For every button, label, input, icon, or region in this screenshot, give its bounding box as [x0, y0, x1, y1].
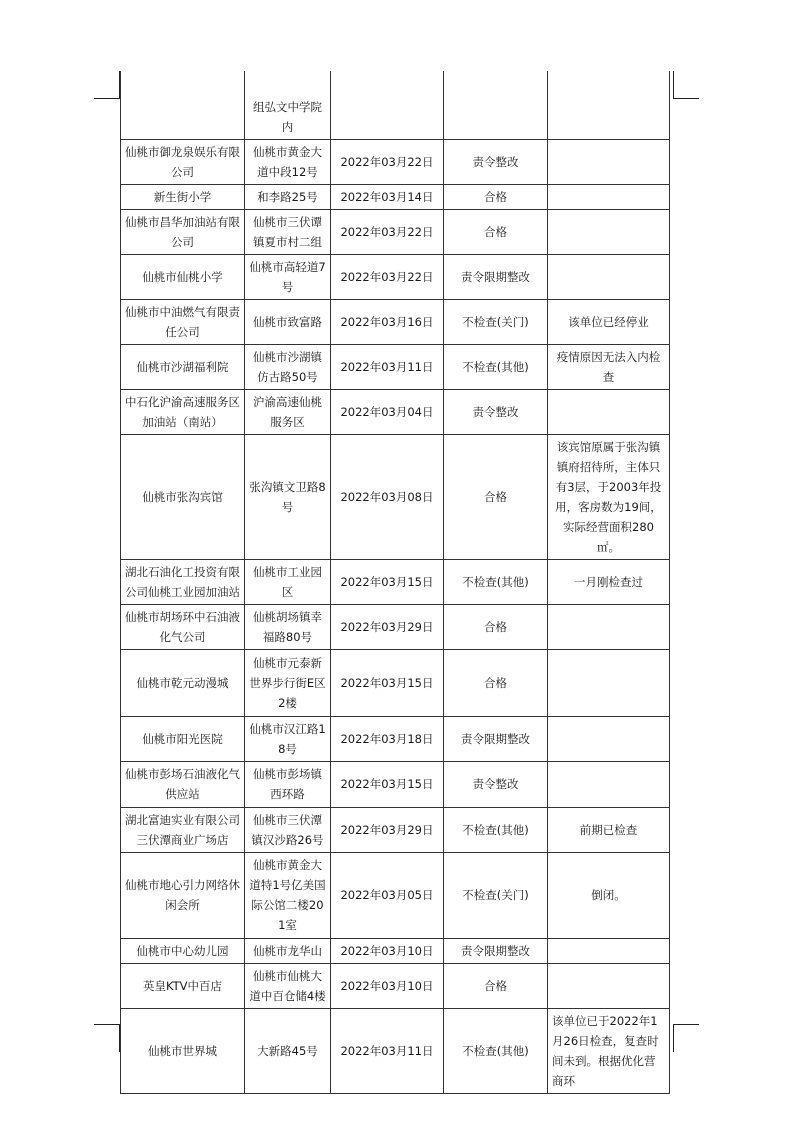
cell-note: 该单位已经停业	[548, 299, 670, 344]
cell-address: 仙桃市元泰新世界步行街E区2楼	[245, 649, 331, 716]
cell-note: 前期已检查	[548, 807, 670, 852]
cell-note	[548, 254, 670, 299]
cell-date: 2022年03月10日	[331, 938, 444, 963]
cell-address: 仙桃市高轻道7号	[245, 254, 331, 299]
cell-address: 张沟镇文卫路8号	[245, 434, 331, 559]
table-row	[121, 434, 670, 559]
cell-result: 不检查(关门)	[444, 299, 548, 344]
cell-name: 仙桃市张沟宾馆	[121, 434, 245, 559]
cell-note: 该宾馆原属于张沟镇镇府招待所，主体只有3层，于2003年投用，客房数为19间，实际经营面积280㎡。	[548, 434, 670, 559]
table-row	[121, 716, 670, 761]
crop-mark-top-left-horizontal	[94, 98, 120, 99]
inspection-table-body	[121, 71, 670, 1093]
cell-date: 2022年03月05日	[331, 852, 444, 938]
table-row	[121, 761, 670, 807]
cell-note: 一月刚检查过	[548, 559, 670, 604]
table-row	[121, 299, 670, 344]
cell-address: 仙桃市汉江路18号	[245, 716, 331, 761]
cell-name: 新生街小学	[121, 184, 245, 209]
inspection-table	[120, 71, 670, 1094]
cell-name: 湖北富迪实业有限公司三伏潭商业广场店	[121, 807, 245, 852]
cell-note: 疫情原因无法入内检查	[548, 344, 670, 389]
cell-date: 2022年03月08日	[331, 434, 444, 559]
cell-date: 2022年03月22日	[331, 139, 444, 184]
cell-name: 仙桃市御龙泉娱乐有限公司	[121, 139, 245, 184]
cell-result: 不检查(其他)	[444, 1008, 548, 1093]
cell-name: 仙桃市世界城	[121, 1008, 245, 1093]
crop-mark-bottom-right-vertical	[673, 1024, 674, 1052]
cell-name: 仙桃市乾元动漫城	[121, 649, 245, 716]
crop-mark-bottom-right-horizontal	[673, 1024, 699, 1025]
table-row	[121, 1008, 670, 1093]
cell-date: 2022年03月04日	[331, 389, 444, 434]
cell-date: 2022年03月11日	[331, 344, 444, 389]
table-row	[121, 389, 670, 434]
cell-result: 责令整改	[444, 389, 548, 434]
cell-note	[548, 389, 670, 434]
cell-date: 2022年03月16日	[331, 299, 444, 344]
table-row	[121, 254, 670, 299]
cell-note: 倒闭。	[548, 852, 670, 938]
cell-note: 该单位已于2022年1月26日检查，复查时间未到。根据优化营商环	[548, 1008, 670, 1093]
cell-result: 合格	[444, 963, 548, 1008]
cell-note	[548, 209, 670, 254]
cell-note	[548, 649, 670, 716]
cell-date: 2022年03月15日	[331, 649, 444, 716]
cell-result: 责令整改	[444, 139, 548, 184]
table-row	[121, 344, 670, 389]
cell-date: 2022年03月22日	[331, 254, 444, 299]
crop-mark-top-right-vertical	[673, 71, 674, 99]
table-row	[121, 139, 670, 184]
cell-note	[548, 761, 670, 807]
crop-mark-bottom-left-horizontal	[94, 1024, 120, 1025]
cell-address: 仙桃市黄金大道特1号亿美国际公馆二楼201室	[245, 852, 331, 938]
cell-result: 责令限期整改	[444, 938, 548, 963]
cell-result: 责令整改	[444, 761, 548, 807]
table-row	[121, 184, 670, 209]
cell-note	[548, 604, 670, 649]
cell-name: 仙桃市中油燃气有限责任公司	[121, 299, 245, 344]
cell-name: 中石化沪渝高速服务区加油站（南站）	[121, 389, 245, 434]
cell-address: 仙桃市致富路	[245, 299, 331, 344]
cell-name: 仙桃市昌华加油站有限公司	[121, 209, 245, 254]
cell-name: 仙桃市仙桃小学	[121, 254, 245, 299]
cell-address: 仙桃市黄金大道中段12号	[245, 139, 331, 184]
cell-address: 仙桃市沙湖镇仿古路50号	[245, 344, 331, 389]
cell-date: 2022年03月11日	[331, 1008, 444, 1093]
table-row	[121, 963, 670, 1008]
cell-address: 仙桃市彭场镇西环路	[245, 761, 331, 807]
cell-date: 2022年03月29日	[331, 604, 444, 649]
cell-result: 合格	[444, 604, 548, 649]
cell-name: 仙桃市阳光医院	[121, 716, 245, 761]
cell-result: 合格	[444, 209, 548, 254]
cell-name: 湖北石油化工投资有限公司仙桃工业园加油站	[121, 559, 245, 604]
cell-result	[444, 71, 548, 139]
cell-date: 2022年03月14日	[331, 184, 444, 209]
cell-address: 仙桃市三伏谭镇夏市村二组	[245, 209, 331, 254]
cell-name	[121, 71, 245, 139]
cell-address: 沪渝高速仙桃服务区	[245, 389, 331, 434]
cell-address: 仙桃市工业园区	[245, 559, 331, 604]
crop-mark-top-right-horizontal	[673, 98, 699, 99]
cell-date: 2022年03月10日	[331, 963, 444, 1008]
cell-address: 和李路25号	[245, 184, 331, 209]
cell-address: 大新路45号	[245, 1008, 331, 1093]
table-row	[121, 938, 670, 963]
cell-name: 仙桃市彭场石油液化气供应站	[121, 761, 245, 807]
cell-date	[331, 71, 444, 139]
table-row	[121, 71, 670, 139]
cell-date: 2022年03月18日	[331, 716, 444, 761]
cell-address: 组弘文中学院内	[245, 71, 331, 139]
cell-address: 仙桃市龙华山	[245, 938, 331, 963]
cell-result: 不检查(其他)	[444, 559, 548, 604]
cell-result: 不检查(其他)	[444, 344, 548, 389]
table-row	[121, 604, 670, 649]
cell-note	[548, 71, 670, 139]
cell-date: 2022年03月29日	[331, 807, 444, 852]
cell-address: 仙桃市三伏潭镇汉沙路26号	[245, 807, 331, 852]
cell-note	[548, 938, 670, 963]
cell-result: 合格	[444, 434, 548, 559]
cell-note	[548, 139, 670, 184]
cell-name: 仙桃市地心引力网络休闲会所	[121, 852, 245, 938]
table-row	[121, 649, 670, 716]
table-row	[121, 807, 670, 852]
cell-name: 英皇KTV中百店	[121, 963, 245, 1008]
table-row	[121, 209, 670, 254]
cell-address: 仙桃市仙桃大道中百仓储4楼	[245, 963, 331, 1008]
cell-name: 仙桃市中心幼儿园	[121, 938, 245, 963]
cell-date: 2022年03月22日	[331, 209, 444, 254]
cell-note	[548, 184, 670, 209]
cell-result: 责令限期整改	[444, 716, 548, 761]
table-row	[121, 852, 670, 938]
cell-result: 不检查(关门)	[444, 852, 548, 938]
cell-note	[548, 963, 670, 1008]
cell-name: 仙桃市胡场环中石油液化气公司	[121, 604, 245, 649]
cell-date: 2022年03月15日	[331, 761, 444, 807]
cell-result: 合格	[444, 184, 548, 209]
cell-result: 不检查(其他)	[444, 807, 548, 852]
cell-name: 仙桃市沙湖福利院	[121, 344, 245, 389]
cell-address: 仙桃胡场镇幸福路80号	[245, 604, 331, 649]
table-row	[121, 559, 670, 604]
cell-result: 合格	[444, 649, 548, 716]
cell-date: 2022年03月15日	[331, 559, 444, 604]
cell-note	[548, 716, 670, 761]
cell-result: 责令限期整改	[444, 254, 548, 299]
